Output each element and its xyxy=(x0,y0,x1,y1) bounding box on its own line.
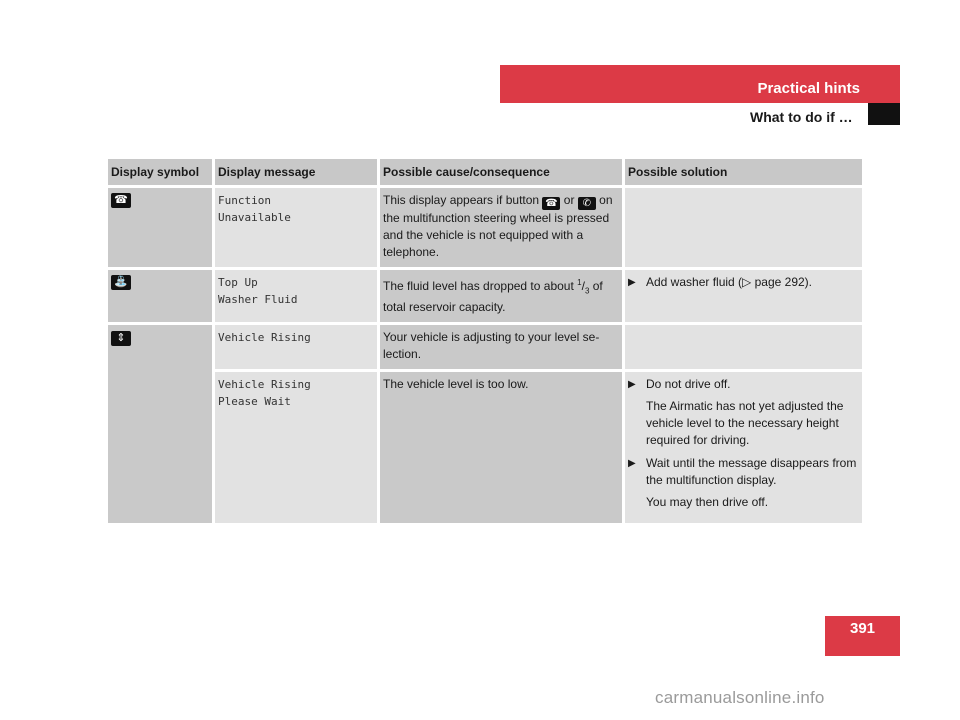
table-header-row xyxy=(108,159,862,187)
phone-hangup-icon: ☎ xyxy=(542,197,560,210)
cause-cell xyxy=(379,187,624,269)
solution-note: You may then drive off. xyxy=(646,495,769,510)
table-row xyxy=(108,269,862,324)
triangle-bullet-icon: ▶ xyxy=(628,458,636,470)
cause-cell xyxy=(379,371,624,525)
message-line: Please Wait xyxy=(218,395,291,409)
fraction-numerator: 1 xyxy=(577,278,582,287)
col-header-display-symbol: Display symbol xyxy=(108,159,214,187)
triangle-bullet-icon: ▶ xyxy=(628,379,636,391)
symbol-cell xyxy=(108,187,214,269)
triangle-bullet-icon: ▶ xyxy=(628,277,636,288)
message-cell xyxy=(214,269,379,324)
page-ref-icon: ▷ xyxy=(742,275,752,289)
solution-cell xyxy=(624,324,863,371)
solution-note: The Airmatic has not yet adjusted the vehicle level to the necessary height required for driving. xyxy=(646,399,844,448)
washer-fluid-icon: ⛲ xyxy=(111,275,131,290)
step-text: Do not drive off. xyxy=(646,377,731,392)
col-header-possible-solution: Possible solution xyxy=(624,159,863,187)
col-header-display-message: Display message xyxy=(214,159,379,187)
solution-cell xyxy=(624,187,863,269)
header-marker xyxy=(868,103,900,125)
cause-text: This display appears if button xyxy=(383,193,540,207)
symbol-cell xyxy=(108,324,214,525)
step-text: Add washer fluid (▷ page 292). xyxy=(646,275,813,289)
hints-table xyxy=(108,159,862,526)
message-line: Washer Fluid xyxy=(218,293,298,306)
page-number: 391 xyxy=(849,620,876,637)
message-line: Function xyxy=(218,194,271,207)
header-title: Practical hints xyxy=(757,80,860,97)
col-header-possible-cause: Possible cause/consequence xyxy=(379,159,624,187)
cause-cell xyxy=(379,269,624,324)
symbol-cell xyxy=(108,269,214,324)
solution-step xyxy=(628,376,859,393)
header-band xyxy=(500,65,900,103)
cause-text: Your vehicle is adjusting to your level se-lection. xyxy=(383,330,600,362)
phone-pickup-icon: ✆ xyxy=(578,197,596,210)
fraction-separator: / xyxy=(581,279,585,293)
message-cell xyxy=(214,371,379,525)
solution-step xyxy=(628,455,859,489)
cause-text: of total reservoir capacity. xyxy=(383,279,603,315)
cause-text: on the multifunction steering wheel is pressed and the vehicle is not equipped with a telephone. xyxy=(383,193,613,259)
message-line: Unavailable xyxy=(218,211,291,224)
page-number-box xyxy=(825,616,900,656)
message-cell xyxy=(214,324,379,371)
solution-cell xyxy=(624,371,863,525)
cause-text: The fluid level has dropped to about xyxy=(383,279,574,293)
message-line: Vehicle Rising xyxy=(218,331,311,345)
message-line: Top Up xyxy=(218,276,258,289)
message-cell xyxy=(214,187,379,269)
step-text: Wait until the message disappears from the multifunction display. xyxy=(646,456,857,488)
phone-hangup-icon: ☎ xyxy=(111,193,131,208)
solution-cell xyxy=(624,269,863,324)
message-line: Vehicle Rising xyxy=(218,378,311,392)
table-row xyxy=(108,187,862,269)
table-row xyxy=(108,324,862,371)
watermark: carmanualsonline.info xyxy=(655,688,825,707)
cause-text: or xyxy=(563,193,575,207)
vehicle-level-icon: ⇕ xyxy=(111,331,131,346)
table-row xyxy=(108,371,862,525)
cause-text: The vehicle level is too low. xyxy=(383,377,529,392)
solution-step xyxy=(628,274,859,291)
fraction-denominator: 3 xyxy=(584,286,590,296)
cause-cell xyxy=(379,324,624,371)
header-subtitle: What to do if … xyxy=(750,109,853,125)
